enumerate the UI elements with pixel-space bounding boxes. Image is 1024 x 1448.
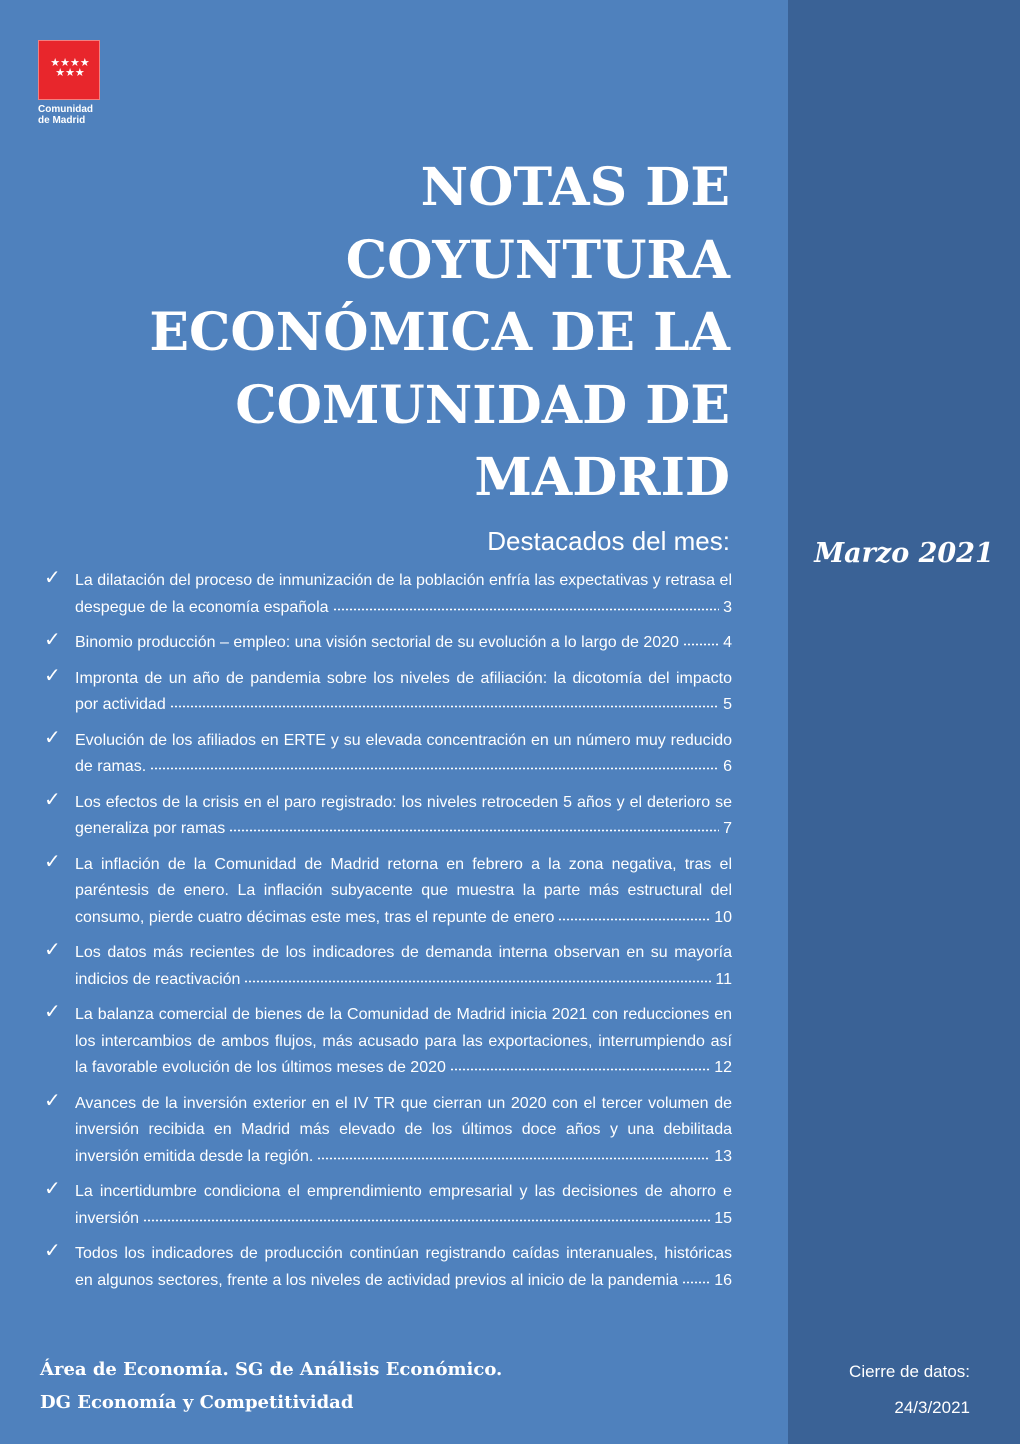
dot-leader: [450, 1068, 710, 1071]
toc-item[interactable]: [40, 568, 732, 621]
footer-line: DG Economía y Competitividad: [40, 1392, 354, 1413]
logo-text: [38, 104, 93, 126]
toc-item[interactable]: [40, 1002, 732, 1082]
dot-leader: [170, 705, 719, 708]
dot-leader: [229, 829, 719, 832]
toc-page-number: 12: [714, 1059, 732, 1076]
dot-leader: [150, 767, 719, 770]
logo-line: Comunidad: [38, 104, 93, 115]
toc-page-number: 11: [715, 970, 732, 988]
checkmark-icon: ✓: [44, 1178, 61, 1200]
toc-item[interactable]: [40, 790, 732, 843]
toc-item[interactable]: [40, 1241, 732, 1294]
toc-item-text: Los datos más recientes de los indicadores de demanda interna observan en su mayoría indicios de reactivación: [75, 944, 732, 988]
dot-leader: [317, 1157, 710, 1160]
toc-item-text: La dilatación del proceso de inmunización de la población enfría las expectativas y retrasa el despegue de la economía española: [75, 572, 732, 616]
checkmark-icon: ✓: [44, 726, 61, 749]
dot-leader: [682, 1281, 710, 1284]
logo-line: de Madrid: [38, 115, 86, 126]
toc-item-text: Todos los indicadores de producción continúan registrando caídas interanuales, históricas en algunos sectores, frente a los niveles de actividad previos al inicio de la pandemia: [75, 1245, 732, 1289]
toc-item[interactable]: [40, 666, 732, 719]
issue-date: Marzo 2021: [814, 538, 994, 569]
cutoff-date: 24/3/2021: [894, 1398, 970, 1417]
checkmark-icon: ✓: [44, 1240, 61, 1262]
checkmark-icon: ✓: [44, 1001, 61, 1023]
title-line: ECONÓMICA DE LA: [149, 302, 730, 363]
toc-item[interactable]: [40, 728, 732, 781]
toc-page-number: 7: [723, 820, 732, 837]
title-line: COYUNTURA: [345, 229, 730, 291]
highlights-list: [40, 568, 732, 1303]
toc-page-number: 13: [714, 1147, 732, 1165]
toc-item[interactable]: [40, 1091, 732, 1171]
checkmark-icon: ✓: [44, 567, 61, 589]
title-line: MADRID: [474, 447, 730, 508]
toc-item-text: Evolución de los afiliados en ERTE y su elevada concentración en un número muy reducido de ramas.: [75, 731, 732, 775]
toc-item-text: Impronta de un año de pandemia sobre los niveles de afiliación: la dicotomía del impacto por actividad: [75, 669, 732, 713]
toc-item-text: Avances de la inversión exterior en el IV TR que cierran un 2020 con el tercer volumen de inversión recibida en Madrid más elevado de los últimos doce años y una debilitada inversión emitida desde la región.: [75, 1094, 732, 1165]
toc-page-number: 15: [714, 1209, 732, 1227]
checkmark-icon: ✓: [44, 939, 61, 961]
checkmark-icon: ✓: [44, 850, 61, 873]
side-panel: [788, 0, 1020, 1444]
toc-page-number: 16: [714, 1271, 732, 1289]
toc-item-text: La balanza comercial de bienes de la Comunidad de Madrid inicia 2021 con reducciones en los intercambios de ambos flujos, más acusado para las exportaciones, interrumpiendo así la favorable evolución de los últimos meses de 2020: [75, 1006, 732, 1076]
toc-item-text: Los efectos de la crisis en el paro registrado: los niveles retroceden 5 años y el deterioro se generaliza por ramas: [75, 793, 732, 837]
dot-leader: [683, 643, 719, 646]
toc-page-number: 10: [714, 908, 732, 926]
toc-item[interactable]: [40, 630, 732, 657]
data-cutoff: [788, 1354, 1020, 1426]
footer-department: [40, 1353, 502, 1419]
toc-page-number: 6: [723, 758, 732, 775]
footer-line: Área de Economía. SG de Análisis Económico.: [40, 1359, 503, 1380]
checkmark-icon: ✓: [44, 629, 61, 651]
highlights-heading: Destacados del mes:: [487, 526, 730, 556]
stars-icon: ★★★★ ★★★: [50, 57, 90, 79]
toc-item-text: Binomio producción – empleo: una visión sectorial de su evolución a lo largo de 2020: [75, 634, 679, 651]
comunidad-de-madrid-logo: [38, 40, 100, 100]
checkmark-icon: ✓: [44, 664, 61, 687]
toc-item-text: La incertidumbre condiciona el emprendimiento empresarial y las decisiones de ahorro e inversión: [75, 1183, 732, 1227]
toc-item-text: La inflación de la Comunidad de Madrid retorna en febrero a la zona negativa, tras el paréntesis de enero. La inflación subyacente que muestra la parte más estructural del consumo, pierde cuatro décimas este mes, tras el repunte de enero: [75, 855, 732, 926]
dot-leader: [244, 980, 711, 983]
toc-item[interactable]: [40, 852, 732, 932]
page-title: [110, 152, 730, 515]
dot-leader: [558, 918, 710, 921]
toc-item[interactable]: [40, 940, 732, 993]
dot-leader: [333, 608, 720, 611]
toc-page-number: 4: [723, 634, 732, 651]
title-line: COMUNIDAD DE: [235, 374, 730, 436]
toc-page-number: 5: [723, 696, 732, 713]
toc-item[interactable]: [40, 1179, 732, 1232]
cutoff-label: Cierre de datos:: [849, 1362, 970, 1381]
toc-page-number: 3: [723, 598, 732, 616]
dot-leader: [143, 1219, 710, 1222]
title-line: NOTAS DE: [420, 157, 730, 218]
checkmark-icon: ✓: [44, 788, 61, 811]
checkmark-icon: ✓: [44, 1089, 61, 1112]
